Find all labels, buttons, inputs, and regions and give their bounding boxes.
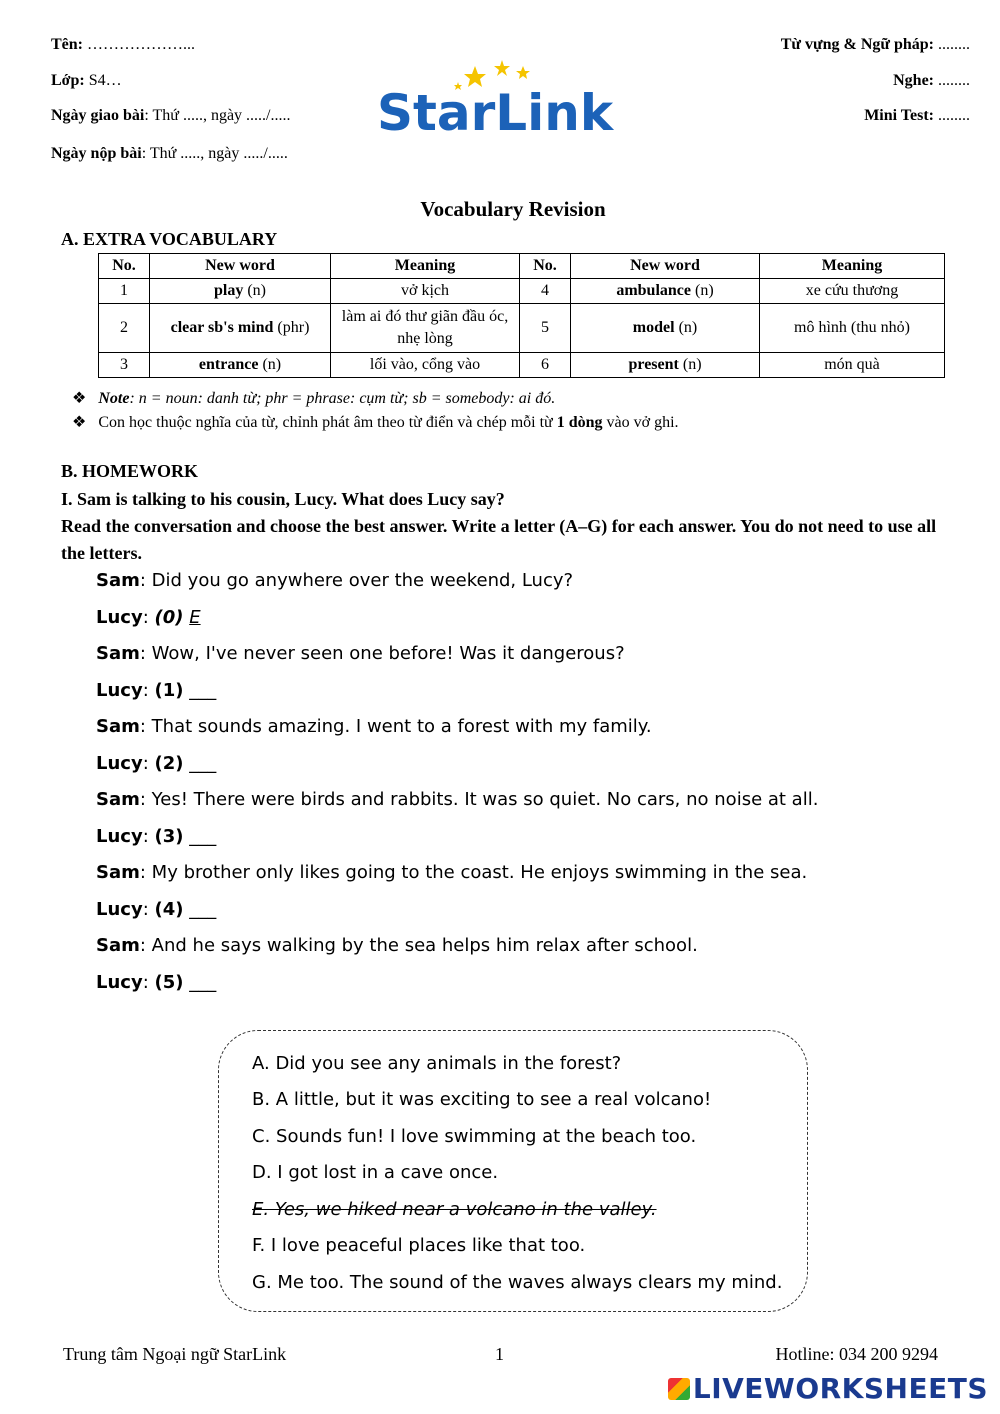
col-header: No.	[99, 254, 150, 279]
cell-meaning: món quà	[760, 353, 945, 378]
table-header-row	[99, 254, 945, 279]
assign-date-field: Ngày giao bài: Thứ ....., ngày ...../.....	[51, 107, 291, 124]
option-g: G. Me too. The sound of the waves always clears my mind.	[252, 1272, 783, 1293]
cell-word: play (n)	[150, 279, 331, 304]
cell-no: 2	[99, 304, 150, 353]
diamond-bullet-icon: ❖	[72, 414, 87, 431]
section-a-heading: A. EXTRA VOCABULARY	[61, 229, 278, 249]
diamond-bullet-icon: ❖	[72, 390, 87, 407]
vocab-grammar-score: Từ vựng & Ngữ pháp: ........	[780, 36, 970, 53]
starlink-logo-graphic	[375, 60, 625, 140]
option-e-used: E. Yes, we hiked near a volcano in the valley.	[252, 1199, 657, 1220]
footer-hotline: Hotline: 034 200 9294	[775, 1344, 938, 1364]
col-header: Meaning	[331, 254, 520, 279]
cell-no: 5	[520, 304, 571, 353]
logo-star-icon	[516, 66, 530, 79]
cell-no: 1	[99, 279, 150, 304]
logo-text: StarLink	[377, 84, 614, 140]
conversation-line: Lucy: (1) ___	[96, 680, 217, 701]
name-field: Tên: ………………...	[51, 36, 195, 53]
cell-meaning: mô hình (thu nhỏ)	[760, 304, 945, 353]
cell-meaning: xe cứu thương	[760, 279, 945, 304]
conversation-line: Sam: That sounds amazing. I went to a forest with my family.	[96, 716, 652, 737]
starlink-logo	[375, 60, 625, 140]
option-a: A. Did you see any animals in the forest?	[252, 1053, 622, 1074]
conversation-line: Sam: Wow, I've never seen one before! Was it dangerous?	[96, 643, 625, 664]
vocab-table	[98, 253, 945, 378]
col-header: New word	[150, 254, 331, 279]
task-title: I. Sam is talking to his cousin, Lucy. What does Lucy say?	[61, 489, 505, 509]
instruction-line: ❖ Con học thuộc nghĩa của từ, chỉnh phát âm theo từ điển và chép mỗi từ 1 dòng vào vở ghi.	[72, 414, 679, 431]
option-c: C. Sounds fun! I love swimming at the beach too.	[252, 1126, 697, 1147]
cell-meaning: vở kịch	[331, 279, 520, 304]
conversation-line: Sam: Did you go anywhere over the weekend, Lucy?	[96, 570, 574, 591]
conversation-line: Lucy: (3) ___	[96, 826, 217, 847]
cell-no: 4	[520, 279, 571, 304]
cell-word: entrance (n)	[150, 353, 331, 378]
answer-blank-2[interactable]: ___	[189, 753, 217, 774]
answer-blank-3[interactable]: ___	[189, 826, 217, 847]
page-number: 1	[495, 1344, 504, 1364]
answer-blank-1[interactable]: ___	[189, 680, 217, 701]
cell-word: present (n)	[571, 353, 760, 378]
table-row	[99, 279, 945, 304]
mini-test-score: Mini Test: ........	[864, 107, 970, 124]
liveworksheets-logo-icon	[668, 1378, 690, 1400]
note-line: ❖ Note: n = noun: danh từ; phr = phrase: cụm từ; sb = somebody: ai đó.	[72, 390, 556, 407]
conversation-line: Lucy: (5) ___	[96, 972, 217, 993]
conversation-line: Lucy: (0) E	[96, 607, 201, 628]
liveworksheets-brand: LIVEWORKSHEETS	[668, 1372, 988, 1405]
col-header: No.	[520, 254, 571, 279]
col-header: Meaning	[760, 254, 945, 279]
table-row	[99, 304, 945, 353]
table-row	[99, 353, 945, 378]
footer-center-name: Trung tâm Ngoại ngữ StarLink	[63, 1344, 287, 1364]
conversation-line: Lucy: (2) ___	[96, 753, 217, 774]
listening-score: Nghe: ........	[893, 72, 970, 89]
example-answer: E	[189, 607, 201, 628]
section-b-heading: B. HOMEWORK	[61, 461, 199, 481]
task-instruction: Read the conversation and choose the best answer. Write a letter (A–G) for each answer. You do not need to use all the letters.	[61, 516, 937, 563]
conversation-line: Sam: My brother only likes going to the coast. He enjoys swimming in the sea.	[96, 862, 808, 883]
option-f: F. I love peaceful places like that too.	[252, 1235, 586, 1256]
answer-blank-4[interactable]: ___	[189, 899, 217, 920]
cell-no: 6	[520, 353, 571, 378]
cell-meaning: làm ai đó thư giãn đầu óc, nhẹ lòng	[331, 304, 520, 353]
cell-word: model (n)	[571, 304, 760, 353]
cell-word: ambulance (n)	[571, 279, 760, 304]
cell-no: 3	[99, 353, 150, 378]
conversation-line: Sam: Yes! There were birds and rabbits. It was so quiet. No cars, no noise at all.	[96, 789, 819, 810]
conversation-line: Lucy: (4) ___	[96, 899, 217, 920]
page-title: Vocabulary Revision	[420, 197, 606, 221]
answer-blank-5[interactable]: ___	[189, 972, 217, 993]
conversation-line: Sam: And he says walking by the sea helps him relax after school.	[96, 935, 698, 956]
cell-word: clear sb's mind (phr)	[150, 304, 331, 353]
option-d: D. I got lost in a cave once.	[252, 1162, 499, 1183]
logo-star-icon	[494, 60, 510, 76]
class-field: Lớp: S4…	[51, 72, 122, 89]
cell-meaning: lối vào, cổng vào	[331, 353, 520, 378]
submit-date-field: Ngày nộp bài: Thứ ....., ngày ...../.....	[51, 145, 288, 162]
col-header: New word	[571, 254, 760, 279]
option-b: B. A little, but it was exciting to see a real volcano!	[252, 1089, 712, 1110]
